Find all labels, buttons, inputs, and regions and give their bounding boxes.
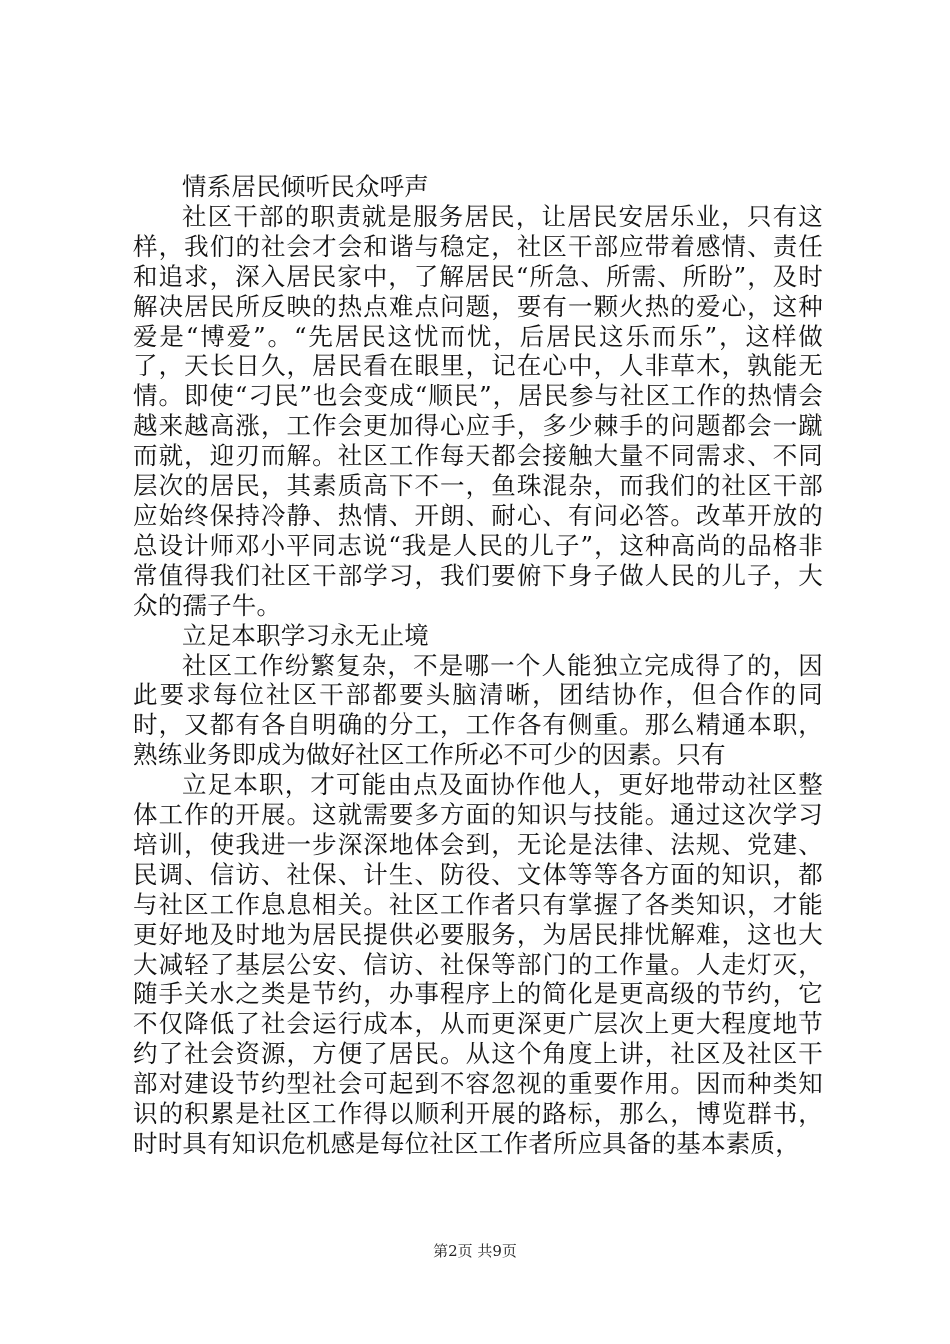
body-paragraph: 立足本职，才可能由点及面协作他人，更好地带动社区整体工作的开展。这就需要多方面的知识与技能。通过这次学习培训，使我进一步深深地体会到，无论是法律、法规、党建、民调、信访、社保、计生、防役、文体等等各方面的知识，都与社区工作息息相关。社区工作者只有掌握了各类知识，才能更好地及时地为居民提供必要服务，为居民排忧解难，这也大大减轻了基层公安、信访、社保等部门的工作量。人走灯灭，随手关水之类是节约，办事程序上的简化是更高级的节约，它不仅降低了社会运行成本，从而更深更广层次上更大程度地节约了社会资源，方便了居民。从这个角度上讲，社区及社区干部对建设节约型社会可起到不容忽视的重要作用。因而种类知识的积累是社区工作得以顺利开展的路标，那么，博览群书，时时具有知识危机感是每位社区工作者所应具备的基本素质， [133, 770, 823, 1158]
page-number-footer: 第2页 共9页 [433, 1242, 517, 1260]
document-body [133, 172, 823, 1159]
body-paragraph: 社区工作纷繁复杂，不是哪一个人能独立完成得了的，因此要求每位社区干部都要头脑清晰，团结协作，但合作的同时，又都有各自明确的分工，工作各有侧重。那么精通本职，熟练业务即成为做好社区工作所必不可少的因素。只有 [133, 650, 823, 770]
section-heading: 立足本职学习永无止境 [182, 620, 429, 650]
section-heading: 情系居民倾听民众呼声 [182, 172, 429, 201]
body-paragraph: 社区干部的职责就是服务居民，让居民安居乐业，只有这样，我们的社会才会和谐与稳定，社区干部应带着感情、责任和追求，深入居民家中，了解居民“所急、所需、所盼”，及时解决居民所反映的热点难点问题，要有一颗火热的爱心，这种爱是“博爱”。“先居民这忧而忧，后居民这乐而乐”，这样做了，天长日久，居民看在眼里，记在心中，人非草木，孰能无情。即使“刁民”也会变成“顺民”，居民参与社区工作的热情会越来越高涨，工作会更加得心应手，多少棘手的问题都会一蹴而就，迎刃而解。社区工作每天都会接触大量不同需求、不同层次的居民，其素质高下不一，鱼珠混杂，而我们的社区干部应始终保持冷静、热情、开朗、耐心、有问必答。改革开放的总设计师邓小平同志说“我是人民的儿子”，这种高尚的品格非常值得我们社区干部学习，我们要俯下身子做人民的儿子，大众的孺子牛。 [133, 201, 823, 620]
